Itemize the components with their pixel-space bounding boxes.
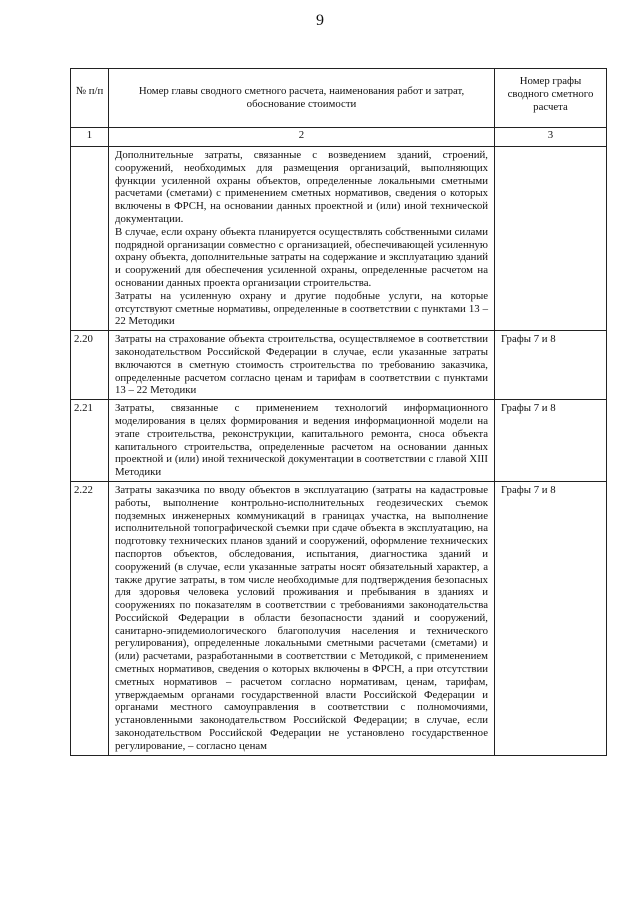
row-graph-ref: Графы 7 и 8 bbox=[495, 481, 607, 755]
row-description bbox=[109, 400, 495, 482]
row-paragraph: Затраты на страхование объекта строительства, осуществляемое в соответствии законодательством Российской Федерации в случае, если указанные затраты включаются в сметную стоимость строительства по требованию заказчика, определенные расчетом согласно ценам и тарифам в соответствии с пунктами 13 – 22 Методики bbox=[115, 333, 488, 397]
column-index-1: 1 bbox=[71, 128, 109, 147]
row-paragraph: Дополнительные затраты, связанные с возведением зданий, строений, сооружений, необходимых для размещения организаций, выполняющих функции усиленной охраны объектов, определенные локальными сметными расчетами (сметами) с применением сметных нормативов, сведения о которых включены в ФРСН, на основании данных проектной и (или) иной технической документации. bbox=[115, 149, 488, 225]
row-number: 2.20 bbox=[71, 331, 109, 400]
header-number-column: № п/п bbox=[71, 69, 109, 128]
row-description bbox=[109, 147, 495, 331]
row-number: 2.21 bbox=[71, 400, 109, 482]
row-description bbox=[109, 481, 495, 755]
row-graph-ref bbox=[495, 147, 607, 331]
row-graph-ref: Графы 7 и 8 bbox=[495, 400, 607, 482]
header-graph-column: Номер графы сводного сметного расчета bbox=[495, 69, 607, 128]
row-description bbox=[109, 331, 495, 400]
table-row bbox=[71, 331, 607, 400]
column-index-2: 2 bbox=[109, 128, 495, 147]
table-row bbox=[71, 147, 607, 331]
row-graph-ref: Графы 7 и 8 bbox=[495, 331, 607, 400]
page-number: 9 bbox=[316, 12, 324, 29]
header-description-column: Номер главы сводного сметного расчета, наименования работ и затрат, обоснование стоимости bbox=[109, 69, 495, 128]
column-index-3: 3 bbox=[495, 128, 607, 147]
table-row bbox=[71, 400, 607, 482]
column-index-row bbox=[71, 128, 607, 147]
table-header-row bbox=[71, 69, 607, 128]
row-paragraph: Затраты на усиленную охрану и другие подобные услуги, на которые отсутствуют сметные нормативы, определенные в соответствии с пунктами 13 – 22 Методики bbox=[115, 289, 488, 328]
row-number bbox=[71, 147, 109, 331]
table-row bbox=[71, 481, 607, 755]
estimate-table bbox=[70, 68, 607, 756]
row-paragraph: В случае, если охрану объекта планируется осуществлять собственными силами подрядной организации совместно с организацией, обеспечивающей усиленную охрану объекта, дополнительные затраты на содержание и эксплуатацию зданий и сооружений для обеспечения усиленной охраны, определенные расчетом на основании данных проекта организации строительства. bbox=[115, 225, 488, 289]
row-number: 2.22 bbox=[71, 481, 109, 755]
row-paragraph: Затраты заказчика по вводу объектов в эксплуатацию (затраты на кадастровые работы, выполнение контрольно-исполнительных геодезических съемок подземных инженерных коммуникаций в границах участка, на выполнение исполнительной топографической съемки при сдаче объекта в эксплуатацию, на подготовку технических планов зданий и сооружений, оформление технических паспортов объектов, обследования, испытания, диагностика зданий и сооружений (в случае, если указанные затраты носят обязательный характер, а также другие затраты, в том числе необходимые для подтверждения безопасных для здоровья человека условий проживания и пребывания в зданиях и сооружениях по показателям в соответствии с требованиями законодательства Российской Федерации в области безопасности зданий и сооружений, санитарно-эпидемиологического благополучия населения и технического регулирования), определенные локальными сметными расчетами (сметами) и (или) расчетами, разработанными в соответствии с Методикой, с применением сметных нормативов, сведения о которых включены в ФРСН, а при отсутствии сметных нормативов – расчетом согласно нормативам, ценам, тарифам, утверждаемым органами государственной власти Российской Федерации и органами местного самоуправления в соответствии с полномочиями, установленными законодательством Российской Федерации; в случае, если законодательством Российской Федерации не установлено государственное регулирование, – согласно ценам bbox=[115, 483, 488, 752]
row-paragraph: Затраты, связанные с применением технологий информационного моделирования в целях формирования и ведения информационной модели на этапе строительства, реконструкции, капитального ремонта, сноса объекта капитального строительства, определенные расчетом на основании данных проектной и (или) иной технической документации в соответствии с главой XIII Методики bbox=[115, 402, 488, 479]
